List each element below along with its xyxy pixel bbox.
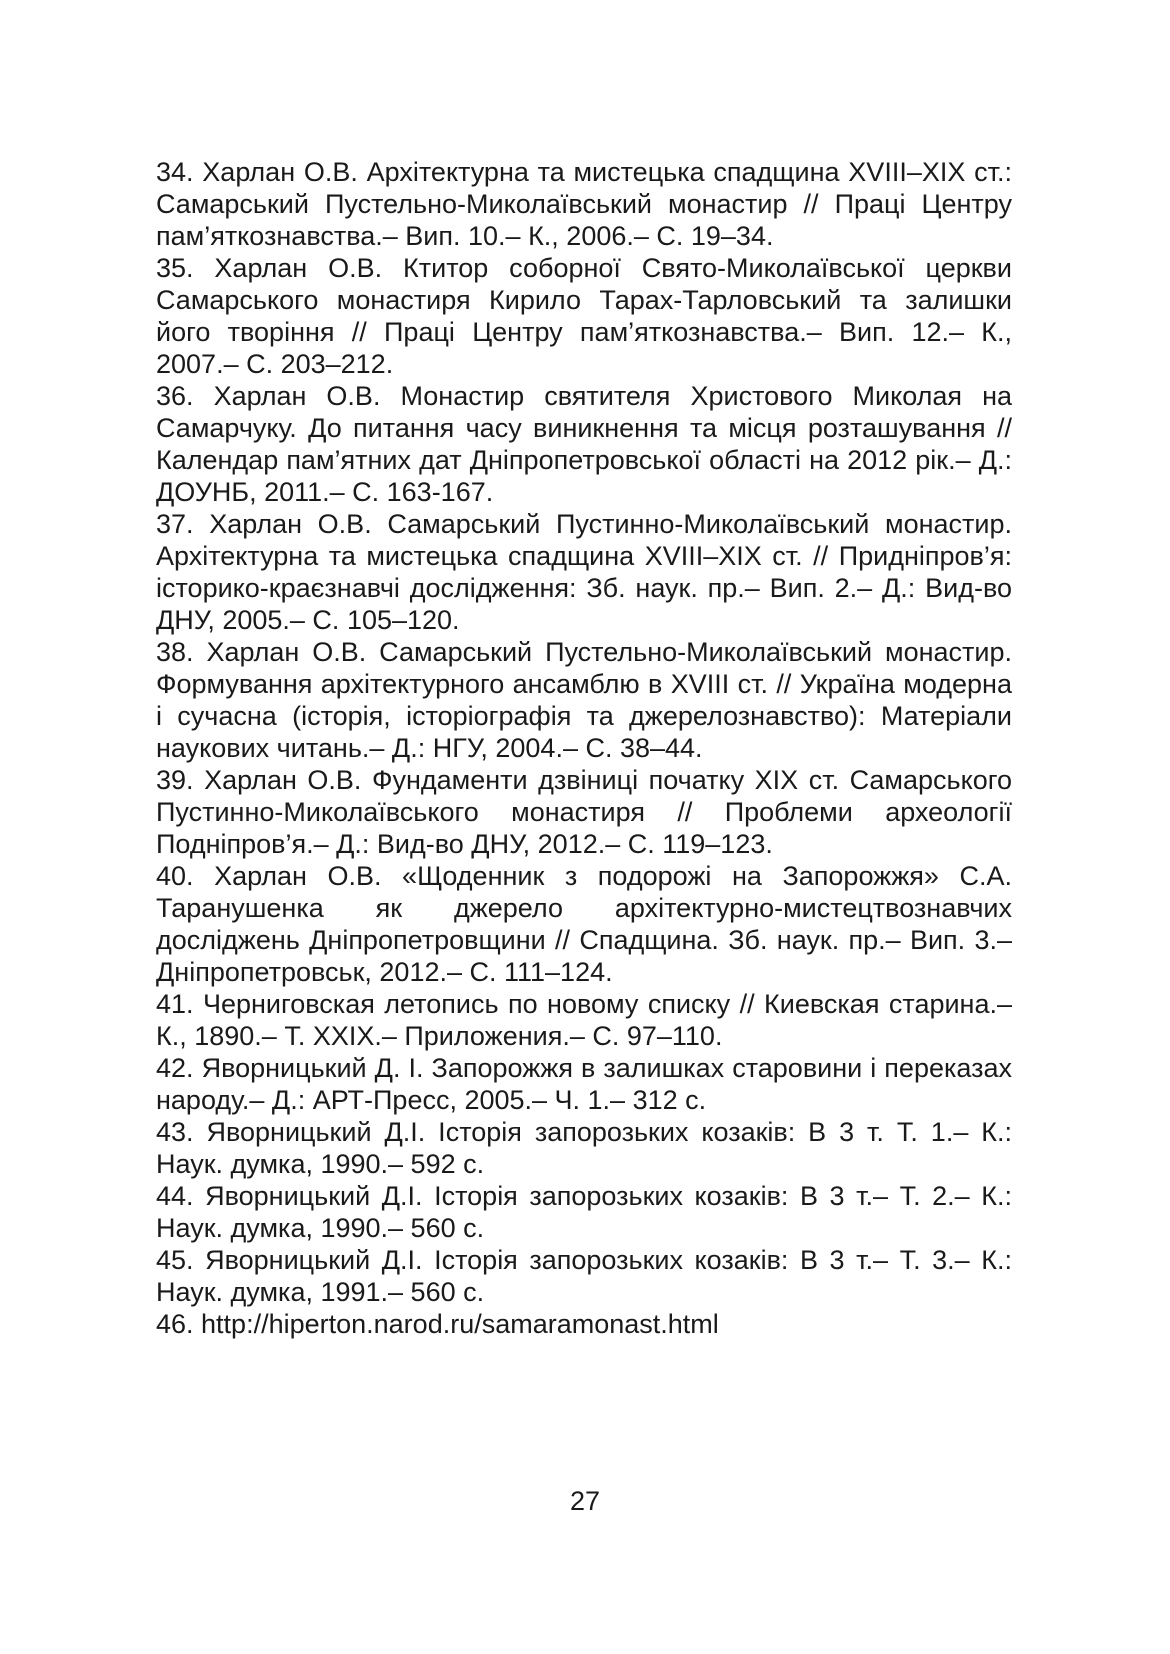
reference-item: 38. Харлан О.В. Самарський Пустельно-Миколаївський монастир. Формування архітектурного ансамблю в XVIII ст. // Україна модерна і сучасна (історія, історіографія та джерелознавство): Матеріали наукових читань.– Д.: НГУ, 2004.– С. 38–44. (156, 637, 1012, 763)
reference-item: 40. Харлан О.В. «Щоденник з подорожі на Запорожжя» С.А. Таранушенка як джерело архітектурно-мистецтвознавчих досліджень Дніпропетровщини // Спадщина. Зб. наук. пр.– Вип. 3.– Дніпропетровськ, 2012.– С. 111–124. (156, 861, 1012, 987)
reference-item: 34. Харлан О.В. Архітектурна та мистецька спадщина XVIII–XIX ст.: Самарський Пустельно-Миколаївський монастир // Праці Центру пам’яткознавства.– Вип. 10.– К., 2006.– С. 19–34. (156, 157, 1012, 251)
reference-item: 42. Яворницький Д. І. Запорожжя в залишках старовини і переказах народу.– Д.: АРТ-Пресс, 2005.– Ч. 1.– 312 с. (156, 1053, 1012, 1115)
reference-item: 35. Харлан О.В. Ктитор соборної Свято-Миколаївської церкви Самарського монастиря Кирило Тарах-Тарловський та залишки його творіння // Праці Центру пам’яткознавства.– Вип. 12.– К., 2007.– С. 203–212. (156, 253, 1012, 379)
reference-item: 45. Яворницький Д.І. Історія запорозьких козаків: В 3 т.– Т. 3.– К.: Наук. думка, 1991.– 560 с. (156, 1245, 1012, 1307)
reference-item-url[interactable]: 46. http://hiperton.narod.ru/samaramonast.html (156, 1309, 719, 1339)
reference-item: 39. Харлан О.В. Фундаменти дзвіниці початку XIX ст. Самарського Пустинно-Миколаївського монастиря // Проблеми археології Подніпров’я.– Д.: Вид-во ДНУ, 2012.– С. 119–123. (156, 765, 1012, 859)
reference-item: 41. Черниговская летопись по новому списку // Киевская старина.– К., 1890.– Т. XXIX.– Приложения.– С. 97–110. (156, 989, 1012, 1051)
page-number: 27 (569, 1486, 601, 1516)
reference-item: 36. Харлан О.В. Монастир святителя Христового Миколая на Самарчуку. До питання часу виникнення та місця розташування // Календар пам’ятних дат Дніпропетровської області на 2012 рік.– Д.: ДОУНБ, 2011.– С. 163-167. (156, 381, 1012, 507)
reference-item: 44. Яворницький Д.І. Історія запорозьких козаків: В 3 т.– Т. 2.– К.: Наук. думка, 1990.– 560 с. (156, 1181, 1012, 1243)
reference-item: 37. Харлан О.В. Самарський Пустинно-Миколаївський монастир. Архітектурна та мистецька спадщина XVIII–XIX ст. // Придніпров’я: історико-краєзнавчі дослідження: Зб. наук. пр.– Вип. 2.– Д.: Вид-во ДНУ, 2005.– С. 105–120. (156, 509, 1012, 635)
reference-list (156, 156, 1012, 1340)
reference-item: 43. Яворницький Д.І. Історія запорозьких козаків: В 3 т. Т. 1.– К.: Наук. думка, 1990.– 592 с. (156, 1117, 1012, 1179)
